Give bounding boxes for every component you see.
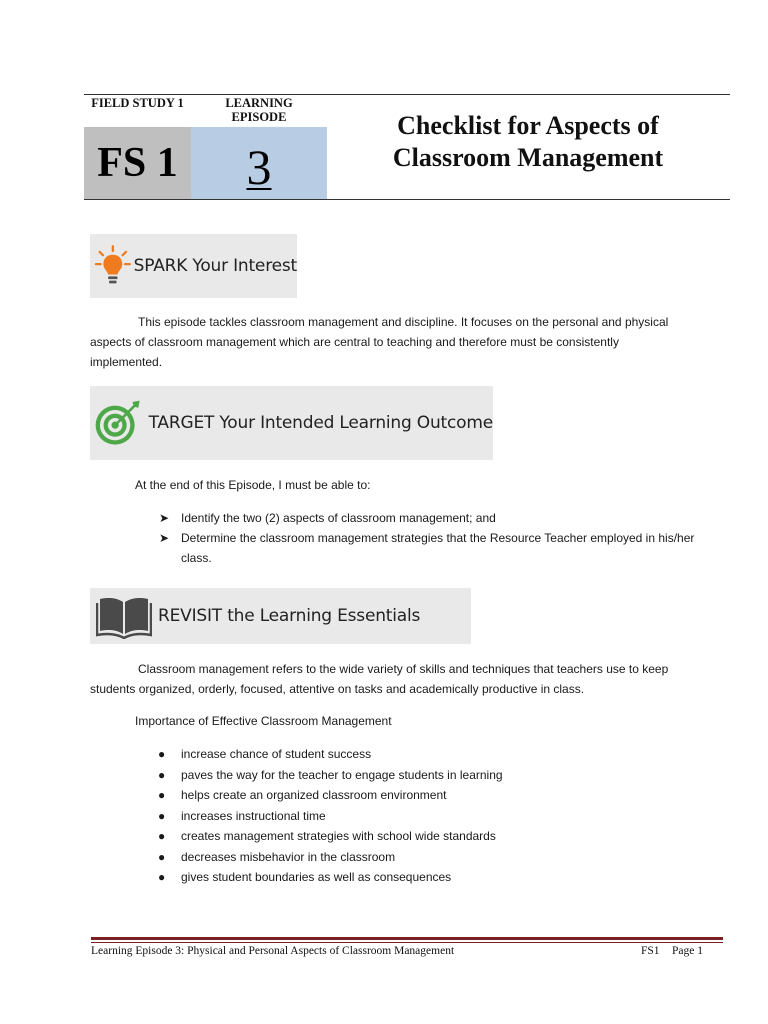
footer-page-number: Page 1 [672,945,703,957]
list-item: ● helps create an organized classroom environment [150,785,710,806]
page-title: Checklist for Aspects of Classroom Management [392,111,664,172]
spark-banner-label: SPARK Your Interest [133,256,297,276]
bullet-icon: ● [158,767,166,782]
learning-episode-label: LEARNING EPISODE [225,96,293,124]
footer-rule-thick [91,937,723,940]
target-banner [90,386,493,460]
course-code: FS 1 [84,127,191,199]
importance-list [150,744,710,888]
list-item: ● gives student boundaries as well as consequences [150,867,710,888]
spark-banner [90,234,297,298]
bullet-icon: ● [158,808,166,823]
spark-text: This episode tackles classroom management and discipline. It focuses on the personal and physical aspects of classroom management which are central to teaching and therefore must be consistently implemented. [90,315,669,369]
revisit-text: Classroom management refers to the wide variety of skills and techniques that teachers use to keep students organized, orderly, focused, attentive on tasks and academically productive in class. [90,662,669,696]
footer-episode-title: Learning Episode 3: Physical and Personal Aspects of Classroom Management [91,945,455,957]
field-study-label: FIELD STUDY 1 [91,96,184,110]
list-item: ● decreases misbehavior in the classroom [150,847,710,868]
lightbulb-icon [94,242,132,290]
target-intro: At the end of this Episode, I must be able to: [135,478,371,492]
revisit-banner [90,588,471,644]
revisit-paragraph [90,659,710,699]
footer-rule-thin [91,942,723,943]
list-item: ➤ Identify the two (2) aspects of classroom management; and [159,508,699,528]
target-icon [92,390,143,456]
list-item: ● paves the way for the teacher to engage students in learning [150,765,710,786]
spark-paragraph [90,312,690,372]
list-item: ➤ Determine the classroom management strategies that the Resource Teacher employed in his/her class. [159,528,699,568]
header-top-rule [84,94,730,95]
episode-number: 3 [191,127,327,199]
importance-heading: Importance of Effective Classroom Management [135,714,392,728]
bullet-icon: ● [158,849,166,864]
list-item: ● increase chance of student success [150,744,710,765]
outcome-list [159,508,699,568]
arrow-bullet-icon: ➤ [159,511,170,525]
revisit-banner-label: REVISIT the Learning Essentials [158,606,421,626]
header-bottom-rule [84,199,730,200]
bullet-icon: ● [158,870,166,884]
list-item: ● increases instructional time [150,806,710,827]
list-item: ● creates management strategies with school wide standards [150,826,710,847]
footer-course: FS1 [641,945,660,957]
target-banner-label: TARGET Your Intended Learning Outcome [148,413,493,433]
bullet-icon: ● [158,747,166,761]
arrow-bullet-icon: ➤ [159,531,170,545]
bullet-icon: ● [158,788,166,802]
book-icon [96,593,152,639]
bullet-icon: ● [158,829,166,843]
